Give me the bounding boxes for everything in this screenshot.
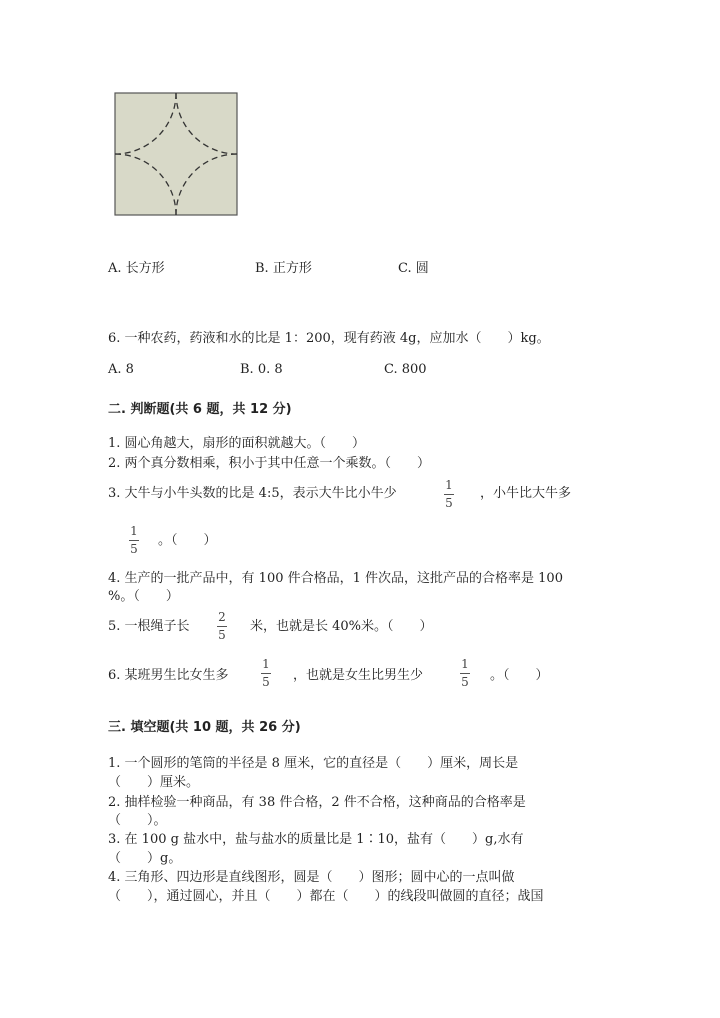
q6-text: 6. 一种农药，药液和水的比是 1：200，现有药液 4g，应加水（ ）kg。 <box>108 331 550 346</box>
s2-q6-part2: ，也就是女生比男生少 <box>293 668 424 683</box>
s2-q3-fraction2 <box>129 525 139 556</box>
s3-q3-line1: 3. 在 100 g 盐水中，盐与盐水的质量比是 1∶10，盐有（ ）g,水有 <box>108 832 524 847</box>
q6-option-c: C. 800 <box>384 362 427 377</box>
s3-q4-line1: 4. 三角形、四边形是直线图形，圆是（ ）图形；圆中心的一点叫做 <box>108 870 515 885</box>
s3-q1-line2: （ ）厘米。 <box>108 775 200 790</box>
fraction-denominator: 5 <box>130 542 138 556</box>
s2-q1: 1. 圆心角越大，扇形的面积就越大。（ ） <box>108 436 366 451</box>
s3-q3-line2: （ ）g。 <box>108 851 182 866</box>
s2-q3-part2: ，小牛比大牛多 <box>480 486 572 501</box>
s2-q5-part2: 米，也就是长 40%米。（ ） <box>250 619 433 634</box>
q6-option-b: B. 0. 8 <box>240 362 283 377</box>
s2-q6-part3: 。（ ） <box>490 668 549 683</box>
square-background <box>115 93 237 215</box>
fraction-bar <box>129 540 139 541</box>
fraction-numerator: 1 <box>262 657 270 671</box>
s3-q2-line1: 2. 抽样检验一种商品，有 38 件合格，2 件不合格，这种商品的合格率是 <box>108 795 526 810</box>
s3-q4-line2: （ ），通过圆心，并且（ ）都在（ ）的线段叫做圆的直径；战国 <box>108 889 544 904</box>
fraction-numerator: 2 <box>218 610 226 624</box>
s2-q4-line2: %。（ ） <box>108 589 179 604</box>
q6-option-a: A. 8 <box>108 362 134 377</box>
fraction-numerator: 1 <box>461 657 469 671</box>
q5-option-c: C. 圆 <box>398 261 429 276</box>
s2-q5-part1: 5. 一根绳子长 <box>108 619 190 634</box>
fraction-bar <box>217 626 227 627</box>
fraction-denominator: 5 <box>445 496 453 510</box>
s2-q6-part1: 6. 某班男生比女生多 <box>108 668 229 683</box>
q5-option-b: B. 正方形 <box>255 261 312 276</box>
s3-q2-line2: （ ）。 <box>108 813 167 828</box>
s2-q3-fraction1 <box>444 479 454 510</box>
square-arcs-figure <box>110 88 244 222</box>
fraction-bar <box>444 494 454 495</box>
s2-q5-fraction <box>217 611 227 642</box>
section2-heading: 二. 判断题(共 6 题，共 12 分) <box>108 402 292 417</box>
s2-q6-fraction1 <box>261 658 271 689</box>
s2-q2: 2. 两个真分数相乘，积小于其中任意一个乘数。（ ） <box>108 456 431 471</box>
s2-q3-part3: 。（ ） <box>158 533 217 548</box>
fraction-numerator: 1 <box>130 524 138 538</box>
s2-q3-part1: 3. 大牛与小牛头数的比是 4:5，表示大牛比小牛少 <box>108 486 397 501</box>
fraction-bar <box>460 673 470 674</box>
fraction-bar <box>261 673 271 674</box>
s3-q1-line1: 1. 一个圆形的笔筒的半径是 8 厘米，它的直径是（ ）厘米，周长是 <box>108 756 519 771</box>
fraction-numerator: 1 <box>445 478 453 492</box>
fraction-denominator: 5 <box>218 628 226 642</box>
q5-option-a: A. 长方形 <box>108 261 165 276</box>
fraction-denominator: 5 <box>461 675 469 689</box>
s2-q6-fraction2 <box>460 658 470 689</box>
s2-q4-line1: 4. 生产的一批产品中，有 100 件合格品，1 件次品，这批产品的合格率是 100 <box>108 571 563 586</box>
section3-heading: 三. 填空题(共 10 题，共 26 分) <box>108 720 301 735</box>
fraction-denominator: 5 <box>262 675 270 689</box>
